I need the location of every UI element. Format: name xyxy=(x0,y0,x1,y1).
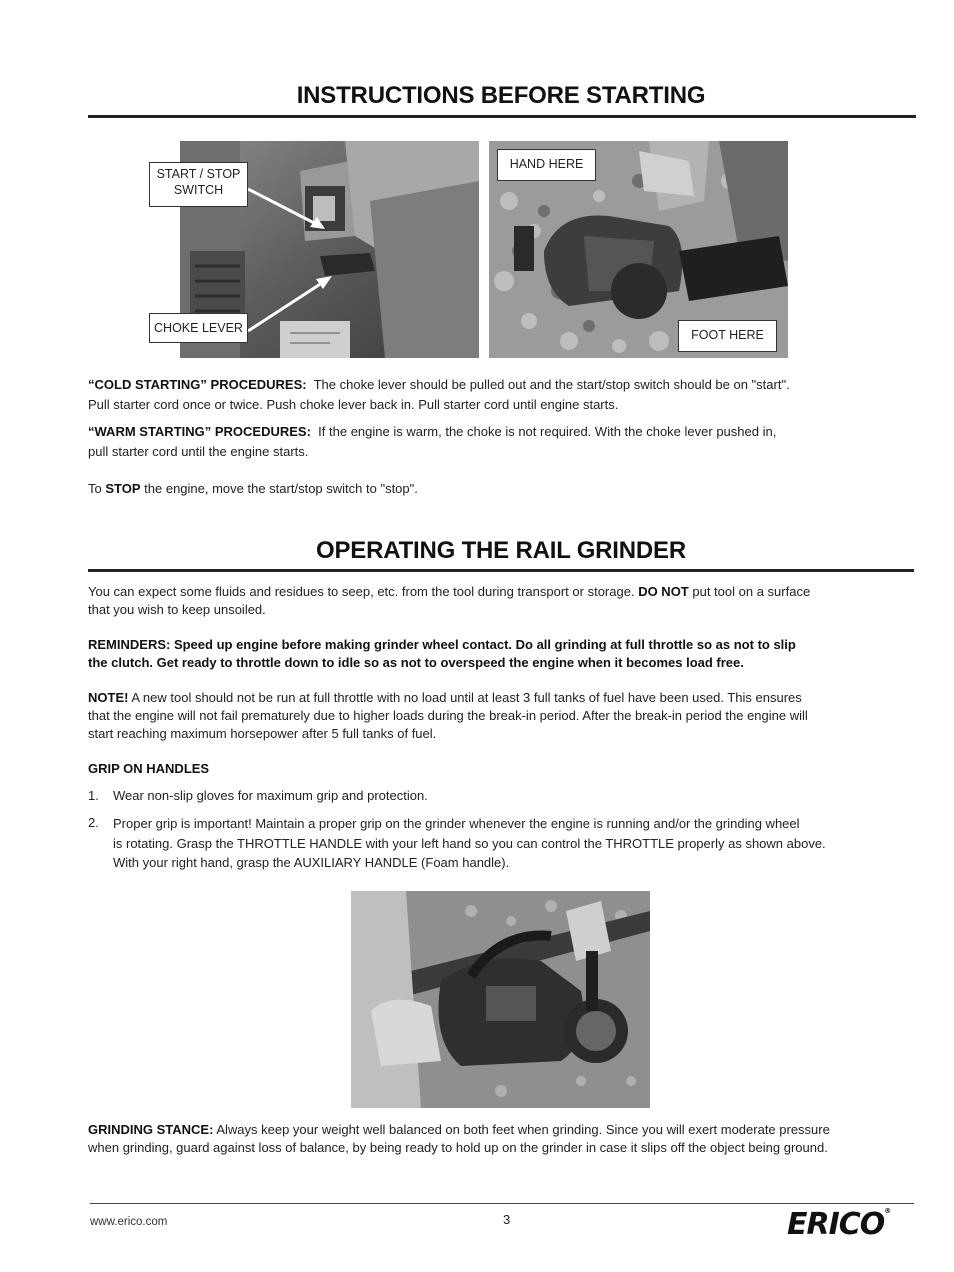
list-item-number: 2. xyxy=(88,815,99,830)
callout-start-stop-switch xyxy=(149,162,248,207)
callout-foot-here: FOOT HERE xyxy=(678,320,777,352)
callout-hand-here: HAND HERE xyxy=(497,149,596,181)
note-paragraph xyxy=(88,689,918,743)
note-label: NOTE! xyxy=(88,690,129,705)
callout-start-stop-line2: SWITCH xyxy=(173,183,224,197)
list-item-line: Wear non-slip gloves for maximum grip and protection. xyxy=(113,788,428,803)
list-item xyxy=(113,814,913,873)
footer-rule xyxy=(90,1203,914,1204)
logo-text: ERICO xyxy=(787,1207,885,1242)
reminders-paragraph xyxy=(88,636,918,672)
list-item-number: 1. xyxy=(88,788,99,803)
grinding-stance-line2: when grinding, guard against loss of balance, by being ready to hold up on the grinder in case it slips off the object being ground. xyxy=(88,1140,828,1155)
fluids-post: put tool on a surface xyxy=(692,584,811,599)
grip-heading: GRIP ON HANDLES xyxy=(88,761,210,776)
fluids-text: You can expect some fluids and residues to seep, etc. from the tool during transport or storage. xyxy=(88,584,635,599)
cold-starting-text2: Pull starter cord once or twice. Push choke lever back in. Pull starter cord until engine starts. xyxy=(88,397,619,412)
stop-post: the engine, move the start/stop switch to "stop". xyxy=(144,481,418,496)
stop-paragraph xyxy=(88,480,918,498)
stop-pre: To xyxy=(88,481,102,496)
grinding-stance-line1: Always keep your weight well balanced on both feet when grinding. Since you will exert moderate pressure xyxy=(216,1122,830,1137)
fluids-paragraph xyxy=(88,583,918,619)
section-title-operating: OPERATING THE RAIL GRINDER xyxy=(316,537,686,564)
section-rule xyxy=(88,115,916,118)
reminders-line2: the clutch. Get ready to throttle down to idle so as not to overspeed the engine when it becomes load free. xyxy=(88,655,744,670)
cold-starting-label: “COLD STARTING” PROCEDURES: xyxy=(88,377,307,392)
warm-starting-text1: If the engine is warm, the choke is not required. With the choke lever pushed in, xyxy=(318,424,777,439)
list-item-line: With your right hand, grasp the AUXILIARY HANDLE (Foam handle). xyxy=(113,855,510,870)
cold-starting-paragraph xyxy=(88,376,918,414)
stop-bold: STOP xyxy=(105,481,141,496)
section-title-instructions: INSTRUCTIONS BEFORE STARTING xyxy=(296,82,706,109)
list-item xyxy=(113,787,913,805)
grinding-stance-paragraph xyxy=(88,1121,918,1157)
callout-start-stop-line1: START / STOP xyxy=(156,167,241,181)
footer-url: www.erico.com xyxy=(90,1216,168,1228)
fluids-line2: that you wish to keep unsoiled. xyxy=(88,602,266,617)
registered-mark: ® xyxy=(884,1207,891,1215)
photo-grinding-grip xyxy=(351,891,650,1108)
warm-starting-text2: pull starter cord until the engine starts. xyxy=(88,444,309,459)
page-number: 3 xyxy=(503,1212,511,1227)
callout-choke-lever: CHOKE LEVER xyxy=(149,313,248,343)
note-line2: that the engine will not fail prematurely due to higher loads during the break-in period. After the break-in period the engine will xyxy=(88,708,808,723)
section-rule xyxy=(88,569,914,572)
cold-starting-text1: The choke lever should be pulled out and the start/stop switch should be on "start". xyxy=(313,377,790,392)
erico-logo xyxy=(787,1207,890,1242)
reminders-line1: REMINDERS: Speed up engine before making grinder wheel contact. Do all grinding at full throttle so as not to slip xyxy=(88,637,796,652)
list-item-line: is rotating. Grasp the THROTTLE HANDLE with your left hand so you can control the THROTTLE properly as shown above. xyxy=(113,835,826,851)
grinding-stance-label: GRINDING STANCE: xyxy=(88,1122,214,1137)
list-item-line: Proper grip is important! Maintain a proper grip on the grinder whenever the engine is running and/or the grinding wheel xyxy=(113,816,800,831)
fluids-bold: DO NOT xyxy=(638,584,689,599)
note-line3: start reaching maximum horsepower after 5 full tanks of fuel. xyxy=(88,726,437,741)
warm-starting-paragraph xyxy=(88,423,918,461)
note-line1: A new tool should not be run at full throttle with no load until at least 3 full tanks of fuel have been used. This ensures xyxy=(131,690,802,705)
warm-starting-label: “WARM STARTING” PROCEDURES: xyxy=(88,424,311,439)
